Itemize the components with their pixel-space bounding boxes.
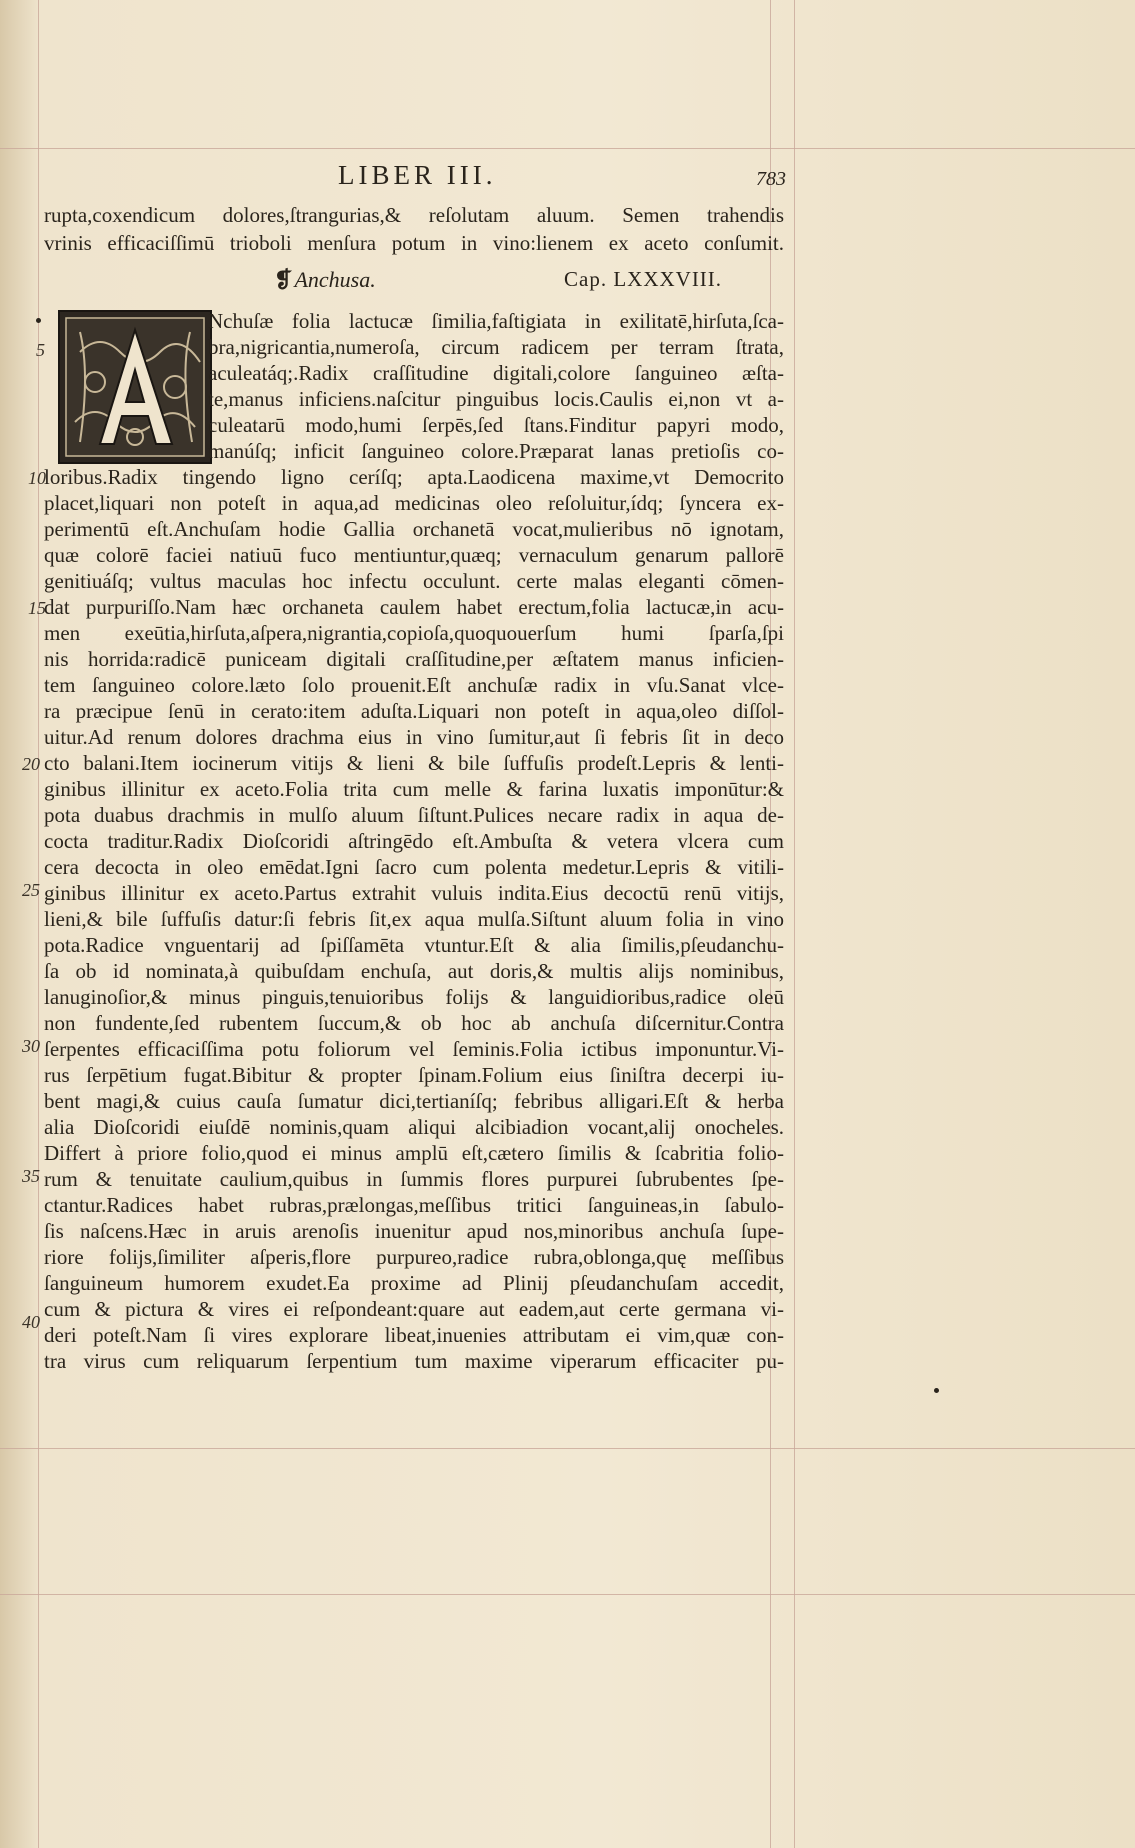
text-line: cum & pictura & vires ei reſpondeant:quare aut eadem,aut certe germana vi- bbox=[44, 1297, 784, 1321]
chapter-title-text: Anchusa. bbox=[294, 267, 376, 292]
text-line: te,manus inficiens.naſcitur pinguibus locis.Caulis ei,non vt a- bbox=[208, 387, 784, 411]
line-number: 5 bbox=[36, 340, 45, 360]
text-line: alia Dioſcoridi eiuſdē nominis,quam aliqui alcibiadion vocant,alij onocheles. bbox=[44, 1115, 784, 1139]
text-line: rum & tenuitate caulium,quibus in ſummis flores purpurei ſubrubentes ſpe- bbox=[44, 1167, 784, 1191]
line-number: 10 bbox=[28, 468, 46, 488]
text-line: men exeūtia,hirſuta,aſpera,nigrantia,copioſa,quoquouerſum humi ſparſa,ſpi bbox=[44, 621, 784, 645]
margin-dot bbox=[36, 318, 41, 323]
line-number: 40 bbox=[22, 1312, 40, 1332]
ruling-line bbox=[794, 0, 795, 1848]
chapter-title bbox=[274, 267, 376, 293]
text-line: cera decocta in oleo emēdat.Igni ſacro cum polenta medetur.Lepris & vitili- bbox=[44, 855, 784, 879]
text-line: deri poteſt.Nam ſi vires explorare libeat,inuenies attributam ei vim,quæ con- bbox=[44, 1323, 784, 1347]
ruling-line bbox=[0, 148, 1135, 149]
text-line: ginibus illinitur ex aceto.Partus extrahit vuluis indita.Eius decoctū renū vitijs, bbox=[44, 881, 784, 905]
text-line: perimentū eſt.Anchuſam hodie Gallia orchanetā vocat,mulieribus nō ignotam, bbox=[44, 517, 784, 541]
text-line: rus ſerpētium fugat.Bibitur & propter ſpinam.Folium eius ſiniſtra decerpi iu- bbox=[44, 1063, 784, 1087]
text-line: lanuginoſior,& minus pinguis,tenuioribus folijs & languidioribus,radice oleū bbox=[44, 985, 784, 1009]
text-line: cto balani.Item iocinerum vitijs & lieni & bile ſuffuſis prodeſt.Lepris & lenti- bbox=[44, 751, 784, 775]
text-line: rupta,coxendicum dolores,ſtrangurias,& reſolutam aluum. Semen trahendis bbox=[44, 203, 784, 227]
text-line: bra,nigricantia,numeroſa, circum radicem per terram ſtrata, bbox=[208, 335, 784, 359]
line-number: 20 bbox=[22, 754, 40, 774]
ornamental-initial-icon bbox=[60, 312, 210, 462]
text-line: pota.Radice vnguentarij ad ſpiſſamēta vtuntur.Eſt & alia ſimilis,pſeudanchu- bbox=[44, 933, 784, 957]
text-line: ſa ob id nominata,à quibuſdam enchuſa, aut doris,& multis alijs nominibus, bbox=[44, 959, 784, 983]
text-line: lieni,& bile ſuffuſis datur:ſi febris ſit,ex aqua mulſa.Siſtunt aluum folia in vino bbox=[44, 907, 784, 931]
text-line: ra præcipue ſenū in cerato:item aduſta.Liquari non poteſt in aqua,oleo diſſol- bbox=[44, 699, 784, 723]
page-number: 783 bbox=[756, 168, 786, 190]
line-number: 35 bbox=[22, 1166, 40, 1186]
ruling-line bbox=[38, 0, 39, 1848]
text-line: nis horrida:radicē puniceam digitali craſſitudine,per æſtatem manus inficien- bbox=[44, 647, 784, 671]
decorated-initial-letter bbox=[58, 310, 212, 464]
text-line: non fundente,ſed rubentem ſuccum,& ob hoc ab anchuſa diſcernitur.Contra bbox=[44, 1011, 784, 1035]
text-line: tem ſanguineo colore.læto ſolo prouenit.Eſt anchuſæ radix in vſu.Sanat vlce- bbox=[44, 673, 784, 697]
text-line: loribus.Radix tingendo ligno ceríſq; apta.Laodicena maxime,vt Democrito bbox=[44, 465, 784, 489]
ruling-line bbox=[0, 1594, 1135, 1595]
text-line: vrinis efficaciſſimū trioboli menſura potum in vino:lienem ex aceto conſumit. bbox=[44, 231, 784, 255]
text-line: bent magi,& cuius cauſa ſumatur dici,tertianíſq; febribus alligari.Eſt & herba bbox=[44, 1089, 784, 1113]
text-line: ſis naſcens.Hæc in aruis arenoſis inuenitur apud nos,minoribus anchuſa ſupe- bbox=[44, 1219, 784, 1243]
line-number: 30 bbox=[22, 1036, 40, 1056]
text-line: ctantur.Radices habet rubras,prælongas,meſſibus tritici ſanguineas,in ſabulo- bbox=[44, 1193, 784, 1217]
text-line: manúſq; inficit ſanguineo colore.Præparat lanas pretioſis co- bbox=[208, 439, 784, 463]
text-line: riore folijs,ſimiliter aſperis,flore purpureo,radice rubra,oblonga,quę meſſibus bbox=[44, 1245, 784, 1269]
page-header bbox=[54, 160, 794, 194]
text-line: quæ colorē faciei natiuū fuco mentiuntur,quæq; vernaculum genarum pallorē bbox=[44, 543, 784, 567]
running-head: LIBER III. bbox=[338, 160, 497, 190]
line-number: 15 bbox=[28, 598, 46, 618]
chapter-number: Cap. LXXXVIII. bbox=[564, 267, 723, 291]
text-line: Nchuſæ folia lactucæ ſimilia,faſtigiata in exilitatē,hirſuta,ſca- bbox=[208, 309, 784, 333]
text-line: ſanguineum humorem exudet.Ea proxime ad Plinij pſeudanchuſam accedit, bbox=[44, 1271, 784, 1295]
text-line: cocta traditur.Radix Dioſcoridi aſtringēdo eſt.Ambuſta & vetera vlcera cum bbox=[44, 829, 784, 853]
ruling-line bbox=[0, 1448, 1135, 1449]
pilcrow-icon: ❡ bbox=[274, 267, 293, 292]
text-line: ſerpentes efficaciſſima potu foliorum vel ſeminis.Folia ictibus imponuntur.Vi- bbox=[44, 1037, 784, 1061]
text-line: aculeatáq;.Radix craſſitudine digitali,colore ſanguineo æſta- bbox=[208, 361, 784, 385]
text-line: genitiuáſq; vultus maculas hoc infectu occulunt. certe malas eleganti cōmen- bbox=[44, 569, 784, 593]
text-line: culeatarū modo,humi ſerpēs,ſed ſtans.Finditur papyri modo, bbox=[208, 413, 784, 437]
text-line: placet,liquari non poteſt in aqua,ad medicinas oleo reſoluitur,ídq; ſyncera ex- bbox=[44, 491, 784, 515]
line-number: 25 bbox=[22, 880, 40, 900]
text-line: tra virus cum reliquarum ſerpentium tum maxime viperarum efficaciter pu- bbox=[44, 1349, 784, 1373]
margin-dot bbox=[934, 1388, 939, 1393]
text-line: uitur.Ad renum dolores drachma eius in vino ſumitur,aut ſi febris ſit in deco bbox=[44, 725, 784, 749]
text-line: dat purpuriſſo.Nam hæc orchaneta caulem habet erectum,folia lactucæ,in acu- bbox=[44, 595, 784, 619]
text-line: Differt à priore folio,quod ei minus amplū eſt,cætero ſimilis & ſcabritia folio- bbox=[44, 1141, 784, 1165]
text-line: ginibus illinitur ex aceto.Folia trita cum melle & farina luxatis imponūtur:& bbox=[44, 777, 784, 801]
text-line: pota duabus drachmis in mulſo aluum ſiſtunt.Pulices necare radix in aqua de- bbox=[44, 803, 784, 827]
